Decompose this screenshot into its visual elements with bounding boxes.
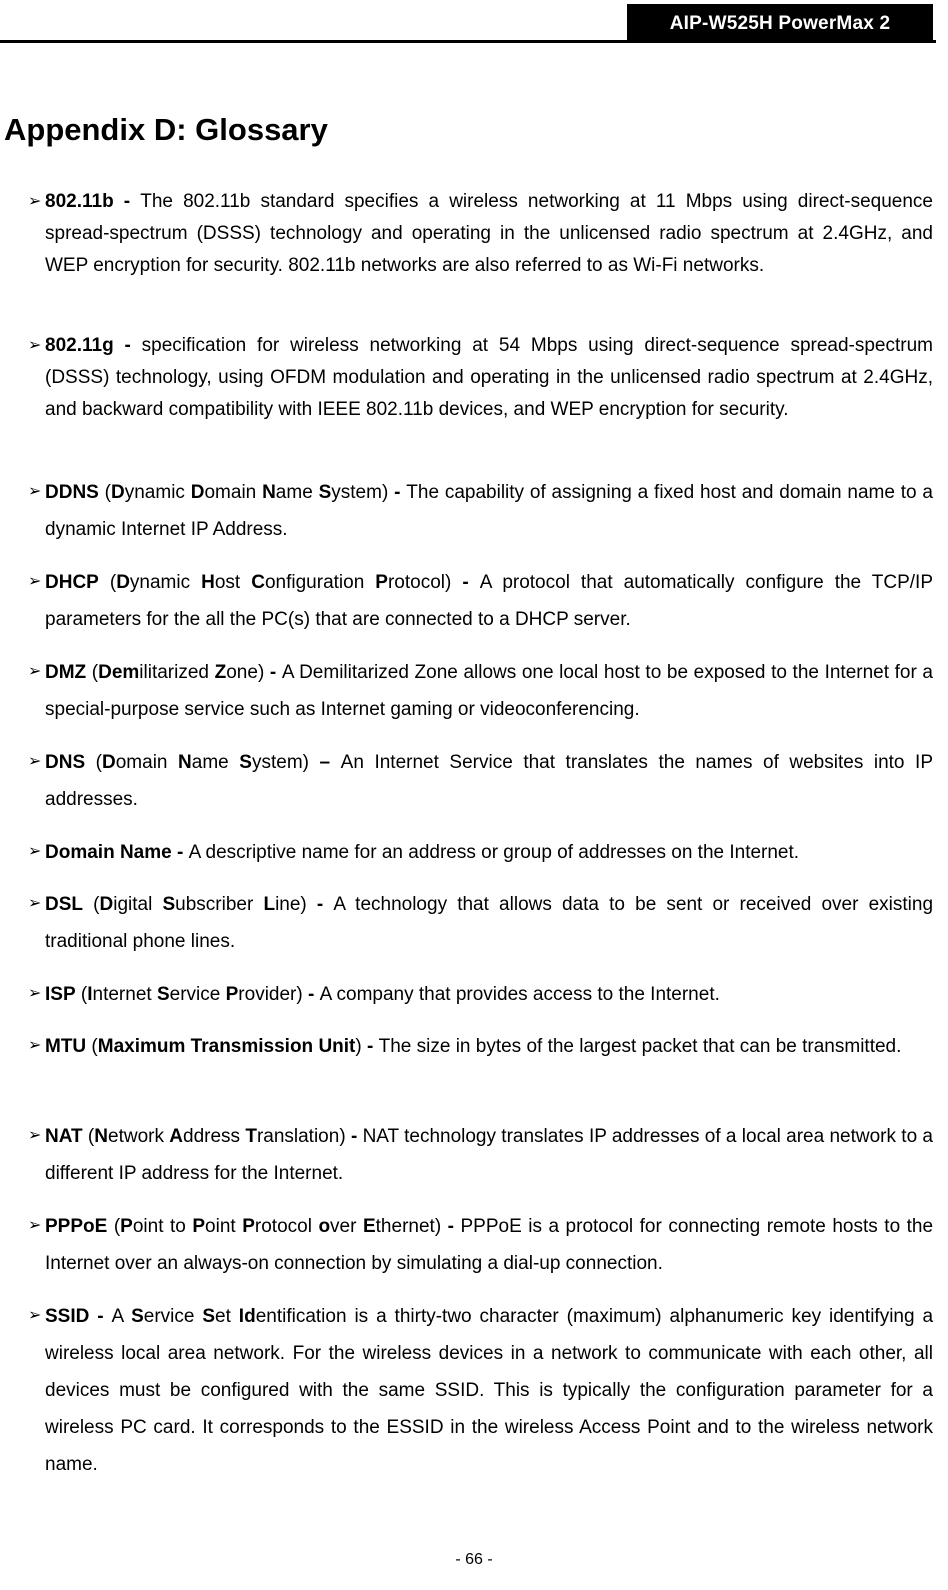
glossary-term: DNS [45, 752, 86, 773]
glossary-definition: PPPoE is a protocol for connecting remote hosts to the Internet over an always-on connection by simulating a dial-up connection. [45, 1216, 934, 1274]
glossary-term: Domain Name [45, 842, 172, 863]
glossary-term: NAT [45, 1126, 83, 1147]
term-separator: – [308, 752, 341, 773]
expansion-rest: et [215, 1306, 239, 1327]
glossary-term: DDNS [45, 482, 99, 503]
entry-text: DSL (Digital Subscriber Line) - A technology that allows data to be sent or received over existing traditional phone lines. [45, 894, 934, 952]
expansion-rest: ystem [331, 482, 382, 503]
expansion-rest: onfiguration [264, 572, 365, 593]
bullet-arrow-icon: ➢ [28, 337, 42, 354]
expansion-letter: S [156, 984, 170, 1005]
expansion-rest: ddress [183, 1126, 241, 1147]
glossary-term: DHCP [45, 572, 99, 593]
glossary-definition: A Demilitarized Zone allows one local host to be exposed to the Internet for a special-purpose service such as Internet gaming or videoconferencing. [45, 662, 934, 720]
expansion-letter: C [251, 572, 265, 593]
expansion-letter: N [178, 752, 192, 773]
expansion-rest: ynamic [124, 482, 185, 503]
expansion-letter: Id [238, 1306, 256, 1327]
expansion-letter: D [116, 572, 130, 593]
expansion-letter: S [318, 482, 332, 503]
expansion-letter: D [102, 752, 116, 773]
entry-text: DMZ (Demilitarized Zone) - A Demilitarized Zone allows one local host to be exposed to the Internet for a special-purpose service such as Internet gaming or videoconferencing. [45, 662, 934, 720]
term-separator: - [264, 662, 282, 683]
expansion-rest: ame [191, 752, 229, 773]
bullet-arrow-icon: ➢ [28, 1217, 42, 1234]
bullet-arrow-icon: ➢ [28, 1307, 42, 1324]
expansion-letter: P [120, 1216, 133, 1237]
glossary-definition: NAT technology translates IP addresses of a local area network to a different IP address for the Internet. [45, 1126, 933, 1184]
expansion-rest: rotocol [254, 1216, 312, 1237]
entry-text: DHCP (Dynamic Host Configuration Protocol) - A protocol that automatically configure the TCP/IP parameters for the all the PC(s) that are connected to a DHCP server. [45, 572, 934, 630]
glossary-term: DSL [45, 894, 83, 915]
glossary-term: PPPoE [45, 1216, 108, 1237]
expansion-rest: ost [214, 572, 241, 593]
expansion-letter: A [169, 1126, 183, 1147]
term-separator: - [361, 1036, 379, 1057]
glossary-term: 802.11g [45, 335, 114, 356]
term-separator: - [113, 335, 142, 356]
term-separator: - [451, 572, 480, 593]
expansion-letter: T [245, 1126, 257, 1147]
expansion-rest: entification [255, 1306, 347, 1327]
glossary-term: ISP [45, 984, 76, 1005]
expansion-rest: ervice [143, 1306, 203, 1327]
expansion-rest: oint [205, 1216, 236, 1237]
term-separator: - [171, 842, 189, 863]
expansion-letter: S [239, 752, 252, 773]
expansion-letter: S [162, 894, 176, 915]
bullet-arrow-icon: ➢ [28, 753, 42, 770]
expansion-rest: A [111, 1306, 132, 1327]
term-separator: - [302, 984, 320, 1005]
bullet-arrow-icon: ➢ [28, 573, 42, 590]
expansion-letter: P [375, 572, 388, 593]
entry-text: ISP (Internet Service Provider) - A company that provides access to the Internet. [45, 984, 720, 1005]
expansion-rest: ine [275, 894, 301, 915]
expansion-rest: ranslation [256, 1126, 340, 1147]
entry-text: PPPoE (Point to Point Protocol over Ethernet) - PPPoE is a protocol for connecting remote hosts to the Internet over an always-on connection by simulating a dial-up connection. [45, 1216, 934, 1274]
expansion-rest: thernet [375, 1216, 435, 1237]
term-separator: - [388, 482, 407, 503]
entry-text: MTU (Maximum Transmission Unit) - The size in bytes of the largest packet that can be transmitted. [45, 1036, 902, 1057]
bullet-arrow-icon: ➢ [28, 985, 42, 1002]
expansion-letter: D [99, 894, 114, 915]
expansion-rest: ilitarized [139, 662, 209, 683]
expansion-rest: oint to [132, 1216, 186, 1237]
bullet-arrow-icon: ➢ [28, 895, 42, 912]
glossary-definition: A technology that allows data to be sent or received over existing traditional phone lines. [45, 894, 934, 952]
expansion-rest: ynamic [129, 572, 191, 593]
page-number: - 66 - [455, 1551, 493, 1568]
glossary-definition: A protocol that automatically configure the TCP/IP parameters for the all the PC(s) that are connected to a DHCP server. [45, 572, 934, 630]
entry-text [45, 834, 933, 871]
expansion-rest: rotocol [387, 572, 445, 593]
expansion-rest: igital [113, 894, 153, 915]
expansion-rest: rovider [238, 984, 297, 1005]
expansion-rest: omain [115, 752, 168, 773]
expansion-letter: Dem [98, 662, 140, 683]
header-product-label: AIP-W525H PowerMax 2 [627, 4, 933, 43]
bullet-arrow-icon: ➢ [28, 1037, 42, 1054]
expansion-rest: omain [204, 482, 257, 503]
expansion-letter: L [263, 894, 276, 915]
bullet-arrow-icon: ➢ [28, 193, 42, 210]
expansion-full: Maximum Transmission Unit [97, 1036, 356, 1057]
expansion-letter: o [318, 1216, 331, 1237]
entry-text: NAT (Network Address Translation) - NAT technology translates IP addresses of a local area network to a different IP address for the Internet. [45, 1126, 933, 1184]
expansion-letter: S [131, 1306, 144, 1327]
entry-text [45, 1298, 933, 1483]
expansion-rest: one [226, 662, 258, 683]
glossary-definition: A descriptive name for an address or group of addresses on the Internet. [188, 842, 800, 863]
bullet-arrow-icon: ➢ [28, 843, 42, 860]
expansion-rest: ystem [251, 752, 303, 773]
glossary-definition: The capability of assigning a fixed host and domain name to a dynamic Internet IP Address. [45, 482, 933, 540]
bullet-arrow-icon: ➢ [28, 483, 42, 500]
glossary-term: MTU [45, 1036, 87, 1057]
expansion-letter: I [87, 984, 93, 1005]
page-title: Appendix D: Glossary [4, 112, 328, 147]
expansion-letter: N [262, 482, 276, 503]
bullet-arrow-icon: ➢ [28, 663, 42, 680]
glossary-term: 802.11b [45, 191, 114, 212]
entry-text [45, 186, 933, 282]
expansion-letter: P [192, 1216, 206, 1237]
expansion-letter: Z [214, 662, 227, 683]
glossary-definition: specification for wireless networking at 54 Mbps using direct-sequence spread-spectrum (DSSS) technology, using OFDM modulation and operating in the unlicensed radio spectrum at 2.4GHz, and backward compatibility with IEEE 802.11b devices, and WEP encryption for security. [45, 335, 933, 420]
glossary-definition: The 802.11b standard specifies a wireless networking at 11 Mbps using direct-sequence spread-spectrum (DSSS) technology and operating in the unlicensed radio spectrum at 2.4GHz, and WEP encryption for security. 802.11b networks are also referred to as Wi-Fi networks. [45, 191, 933, 276]
entry-text: DDNS (Dynamic Domain Name System) - The capability of assigning a fixed host and domain name to a dynamic Internet IP Address. [45, 482, 933, 540]
term-separator: - [89, 1306, 112, 1327]
glossary-definition: is a thirty-two character (maximum) alphanumeric key identifying a wireless local area network. For the wireless devices in a network to communicate with each other, all devices must be configured with the same SSID. This is typically the configuration parameter for a wireless PC card. It corresponds to the ESSID in the wireless Access Point and to the wireless network name. [45, 1306, 934, 1475]
expansion-letter: D [111, 482, 125, 503]
bullet-arrow-icon: ➢ [28, 1127, 42, 1144]
term-separator: - [345, 1126, 363, 1147]
term-separator: - [113, 191, 141, 212]
expansion-letter: H [201, 572, 215, 593]
expansion-rest: ame [275, 482, 313, 503]
term-separator: - [441, 1216, 461, 1237]
expansion-letter: S [202, 1306, 216, 1327]
expansion-letter: P [225, 984, 239, 1005]
expansion-letter: P [242, 1216, 255, 1237]
glossary-term: SSID [45, 1306, 90, 1327]
entry-text: DNS (Domain Name System) – An Internet Service that translates the names of websites into IP addresses. [45, 752, 933, 810]
entry-text [45, 330, 933, 426]
expansion-rest: ervice [169, 984, 221, 1005]
glossary-term: DMZ [45, 662, 87, 683]
expansion-letter: D [190, 482, 205, 503]
glossary-definition: The size in bytes of the largest packet that can be transmitted. [378, 1036, 902, 1057]
expansion-rest: nternet [92, 984, 152, 1005]
expansion-letter: E [362, 1216, 376, 1237]
expansion-letter: N [94, 1126, 108, 1147]
expansion-rest: etwork [108, 1126, 164, 1147]
expansion-rest: ver [330, 1216, 357, 1237]
glossary-definition: A company that provides access to the Internet. [319, 984, 720, 1005]
glossary-definition: An Internet Service that translates the names of websites into IP addresses. [45, 752, 933, 810]
term-separator: - [306, 894, 334, 915]
expansion-rest: ubscriber [175, 894, 254, 915]
